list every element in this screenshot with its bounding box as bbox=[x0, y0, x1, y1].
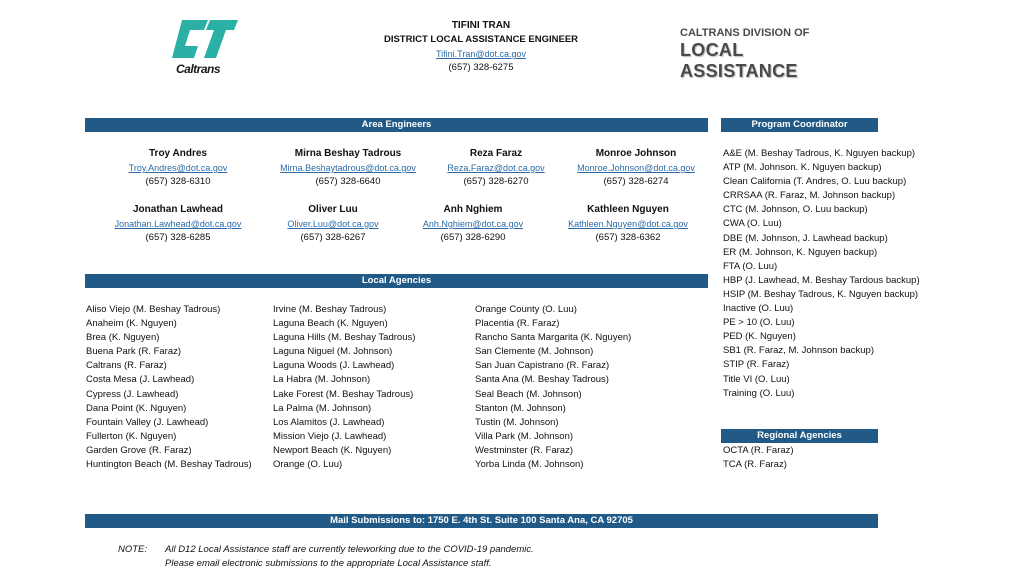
program-item: PED (K. Nguyen) bbox=[723, 331, 796, 343]
program-item: PE > 10 (O. Luu) bbox=[723, 317, 795, 329]
engineer-name: Oliver Luu bbox=[308, 204, 358, 215]
agency-item: Buena Park (R. Faraz) bbox=[86, 346, 182, 358]
header-block bbox=[331, 19, 631, 75]
header-title: DISTRICT LOCAL ASSISTANCE ENGINEER bbox=[383, 34, 579, 45]
agency-item: Fullerton (K. Nguyen) bbox=[86, 430, 177, 442]
engineer-name: Reza Faraz bbox=[469, 148, 523, 159]
engineer-name: Troy Andres bbox=[149, 148, 207, 159]
engineer-email-link[interactable]: Mirna.Beshaytadrous@dot.ca.gov bbox=[280, 163, 416, 173]
engineer-email-link[interactable]: Monroe.Johnson@dot.ca.gov bbox=[577, 163, 695, 173]
note-text bbox=[165, 543, 534, 571]
agency-item: Tustin (M. Johnson) bbox=[475, 416, 559, 428]
note-label: NOTE: bbox=[118, 544, 148, 555]
agency-item: Laguna Woods (J. Lawhead) bbox=[273, 360, 395, 372]
program-item: CTC (M. Johnson, O. Luu backup) bbox=[723, 204, 868, 216]
engineer-email-link[interactable]: Anh.Nghiem@dot.ca.gov bbox=[422, 219, 524, 229]
engineer-name: Jonathan Lawhead bbox=[132, 204, 223, 215]
agency-item: Westminster (R. Faraz) bbox=[475, 444, 574, 456]
agency-item: Laguna Niguel (M. Johnson) bbox=[273, 346, 393, 358]
agency-item: Placentia (R. Faraz) bbox=[475, 318, 560, 330]
program-item: Clean California (T. Andres, O. Luu backup) bbox=[723, 176, 907, 188]
engineer-email-link[interactable]: Kathleen.Nguyen@dot.ca.gov bbox=[568, 219, 688, 229]
program-item: Title VI (O. Luu) bbox=[723, 373, 790, 385]
agency-item: San Clemente (M. Johnson) bbox=[475, 346, 594, 358]
engineer-phone: (657) 328-6310 bbox=[145, 176, 211, 187]
engineer-card bbox=[548, 203, 708, 245]
program-item: DBE (M. Johnson, J. Lawhead backup) bbox=[723, 232, 888, 244]
agency-item: Irvine (M. Beshay Tadrous) bbox=[273, 304, 387, 315]
header-phone: (657) 328-6275 bbox=[448, 62, 514, 73]
agency-item: Dana Point (K. Nguyen) bbox=[86, 402, 187, 414]
engineer-phone: (657) 328-6285 bbox=[145, 232, 211, 243]
engineer-phone: (657) 328-6290 bbox=[440, 232, 506, 243]
engineer-card bbox=[556, 147, 716, 189]
agency-item: Aliso Viejo (M. Beshay Tadrous) bbox=[86, 304, 221, 315]
regional-item: TCA (R. Faraz) bbox=[723, 459, 787, 471]
agencies-column-1 bbox=[86, 303, 252, 472]
program-item: CWA (O. Luu) bbox=[723, 218, 782, 230]
program-item: STIP (R. Faraz) bbox=[723, 359, 790, 371]
caltrans-wordmark: Caltrans bbox=[176, 62, 221, 76]
engineer-name: Mirna Beshay Tadrous bbox=[294, 148, 402, 159]
engineer-phone: (657) 328-6267 bbox=[300, 232, 366, 243]
agency-item: Laguna Beach (K. Nguyen) bbox=[273, 318, 388, 330]
agency-item: Brea (K. Nguyen) bbox=[86, 332, 160, 344]
header-name: TIFINI TRAN bbox=[451, 20, 511, 31]
engineer-email-link[interactable]: Oliver.Luu@dot.ca.gov bbox=[287, 219, 379, 229]
engineer-name: Monroe Johnson bbox=[595, 148, 677, 159]
engineer-card bbox=[393, 203, 553, 245]
program-item: CRRSAA (R. Faraz, M. Johnson backup) bbox=[723, 190, 896, 202]
engineer-card bbox=[416, 147, 576, 189]
program-item: FTA (O. Luu) bbox=[723, 260, 778, 272]
engineer-phone: (657) 328-6640 bbox=[315, 176, 381, 187]
engineer-email-link[interactable]: Jonathan.Lawhead@dot.ca.gov bbox=[114, 219, 242, 229]
engineer-phone: (657) 328-6270 bbox=[463, 176, 529, 187]
agency-item: Huntington Beach (M. Beshay Tadrous) bbox=[86, 459, 252, 471]
program-item: Training (O. Luu) bbox=[723, 387, 795, 399]
note-line-1: All D12 Local Assistance staff are currently teleworking due to the COVID-19 pandemic. bbox=[165, 544, 534, 555]
agency-item: Caltrans (R. Faraz) bbox=[86, 360, 167, 372]
engineer-card bbox=[268, 147, 428, 189]
program-item: ER (M. Johnson, K. Nguyen backup) bbox=[723, 246, 878, 258]
agency-item: La Palma (M. Johnson) bbox=[273, 402, 372, 414]
agency-item: Anaheim (K. Nguyen) bbox=[86, 318, 177, 330]
agency-item: Mission Viejo (J. Lawhead) bbox=[273, 430, 387, 442]
agency-item: La Habra (M. Johnson) bbox=[273, 374, 371, 386]
engineer-phone: (657) 328-6274 bbox=[603, 176, 669, 187]
agency-item: Costa Mesa (J. Lawhead) bbox=[86, 374, 195, 386]
agency-item: Orange (O. Luu) bbox=[273, 459, 343, 471]
brand-line1: CALTRANS DIVISION OF bbox=[680, 27, 810, 39]
agency-item: San Juan Capistrano (R. Faraz) bbox=[475, 360, 610, 372]
regional-agencies-header: Regional Agencies bbox=[721, 429, 878, 443]
agency-item: Fountain Valley (J. Lawhead) bbox=[86, 416, 209, 428]
engineer-email-link[interactable]: Troy.Andres@dot.ca.gov bbox=[128, 163, 228, 173]
local-agencies-header: Local Agencies bbox=[85, 274, 708, 288]
engineer-card bbox=[98, 203, 258, 245]
engineer-card bbox=[253, 203, 413, 245]
brand-line2: LOCAL ASSISTANCE bbox=[680, 40, 798, 81]
agency-item: Garden Grove (R. Faraz) bbox=[86, 444, 192, 456]
agency-item: Newport Beach (K. Nguyen) bbox=[273, 444, 392, 456]
program-item: Inactive (O. Luu) bbox=[723, 303, 794, 315]
agency-item: Los Alamitos (J. Lawhead) bbox=[273, 416, 385, 428]
program-list bbox=[723, 147, 920, 401]
engineer-name: Anh Nghiem bbox=[443, 204, 503, 215]
caltrans-ct-icon bbox=[168, 18, 240, 62]
program-coordinator-header: Program Coordinator bbox=[721, 118, 878, 132]
program-item: HSIP (M. Beshay Tadrous, K. Nguyen backup) bbox=[723, 288, 919, 300]
area-engineers-header: Area Engineers bbox=[85, 118, 708, 132]
program-item: A&E (M. Beshay Tadrous, K. Nguyen backup) bbox=[723, 148, 916, 159]
regional-item: OCTA (R. Faraz) bbox=[723, 445, 794, 456]
agency-item: Laguna Hills (M. Beshay Tadrous) bbox=[273, 332, 416, 344]
agency-item: Lake Forest (M. Beshay Tadrous) bbox=[273, 388, 414, 400]
agency-item: Cypress (J. Lawhead) bbox=[86, 388, 179, 400]
agency-item: Seal Beach (M. Johnson) bbox=[475, 388, 582, 400]
agency-item: Yorba Linda (M. Johnson) bbox=[475, 459, 584, 471]
agency-item: Stanton (M. Johnson) bbox=[475, 402, 566, 414]
caltrans-logo bbox=[168, 18, 240, 76]
agency-item: Villa Park (M. Johnson) bbox=[475, 430, 574, 442]
agency-item: Santa Ana (M. Beshay Tadrous) bbox=[475, 374, 609, 386]
program-item: HBP (J. Lawhead, M. Beshay Tardous backup) bbox=[723, 274, 920, 286]
agencies-column-3 bbox=[475, 303, 631, 472]
program-item: SB1 (R. Faraz, M. Johnson backup) bbox=[723, 345, 875, 357]
engineer-phone: (657) 328-6362 bbox=[595, 232, 661, 243]
engineer-email-link[interactable]: Reza.Faraz@dot.ca.gov bbox=[447, 163, 545, 173]
engineer-name: Kathleen Nguyen bbox=[587, 204, 669, 215]
agencies-column-2 bbox=[273, 303, 415, 472]
program-item: ATP (M. Johnson. K. Nguyen backup) bbox=[723, 162, 882, 174]
regional-list bbox=[723, 444, 794, 472]
agency-item: Rancho Santa Margarita (K. Nguyen) bbox=[475, 332, 632, 344]
note-line-2: Please email electronic submissions to the appropriate Local Assistance staff. bbox=[165, 558, 492, 569]
division-brand bbox=[680, 27, 860, 82]
mail-submissions-bar: Mail Submissions to: 1750 E. 4th St. Suite 100 Santa Ana, CA 92705 bbox=[85, 514, 878, 528]
agency-item: Orange County (O. Luu) bbox=[475, 304, 577, 315]
engineer-card bbox=[98, 147, 258, 189]
header-email-link[interactable]: Tifini.Tran@dot.ca.gov bbox=[435, 49, 526, 59]
